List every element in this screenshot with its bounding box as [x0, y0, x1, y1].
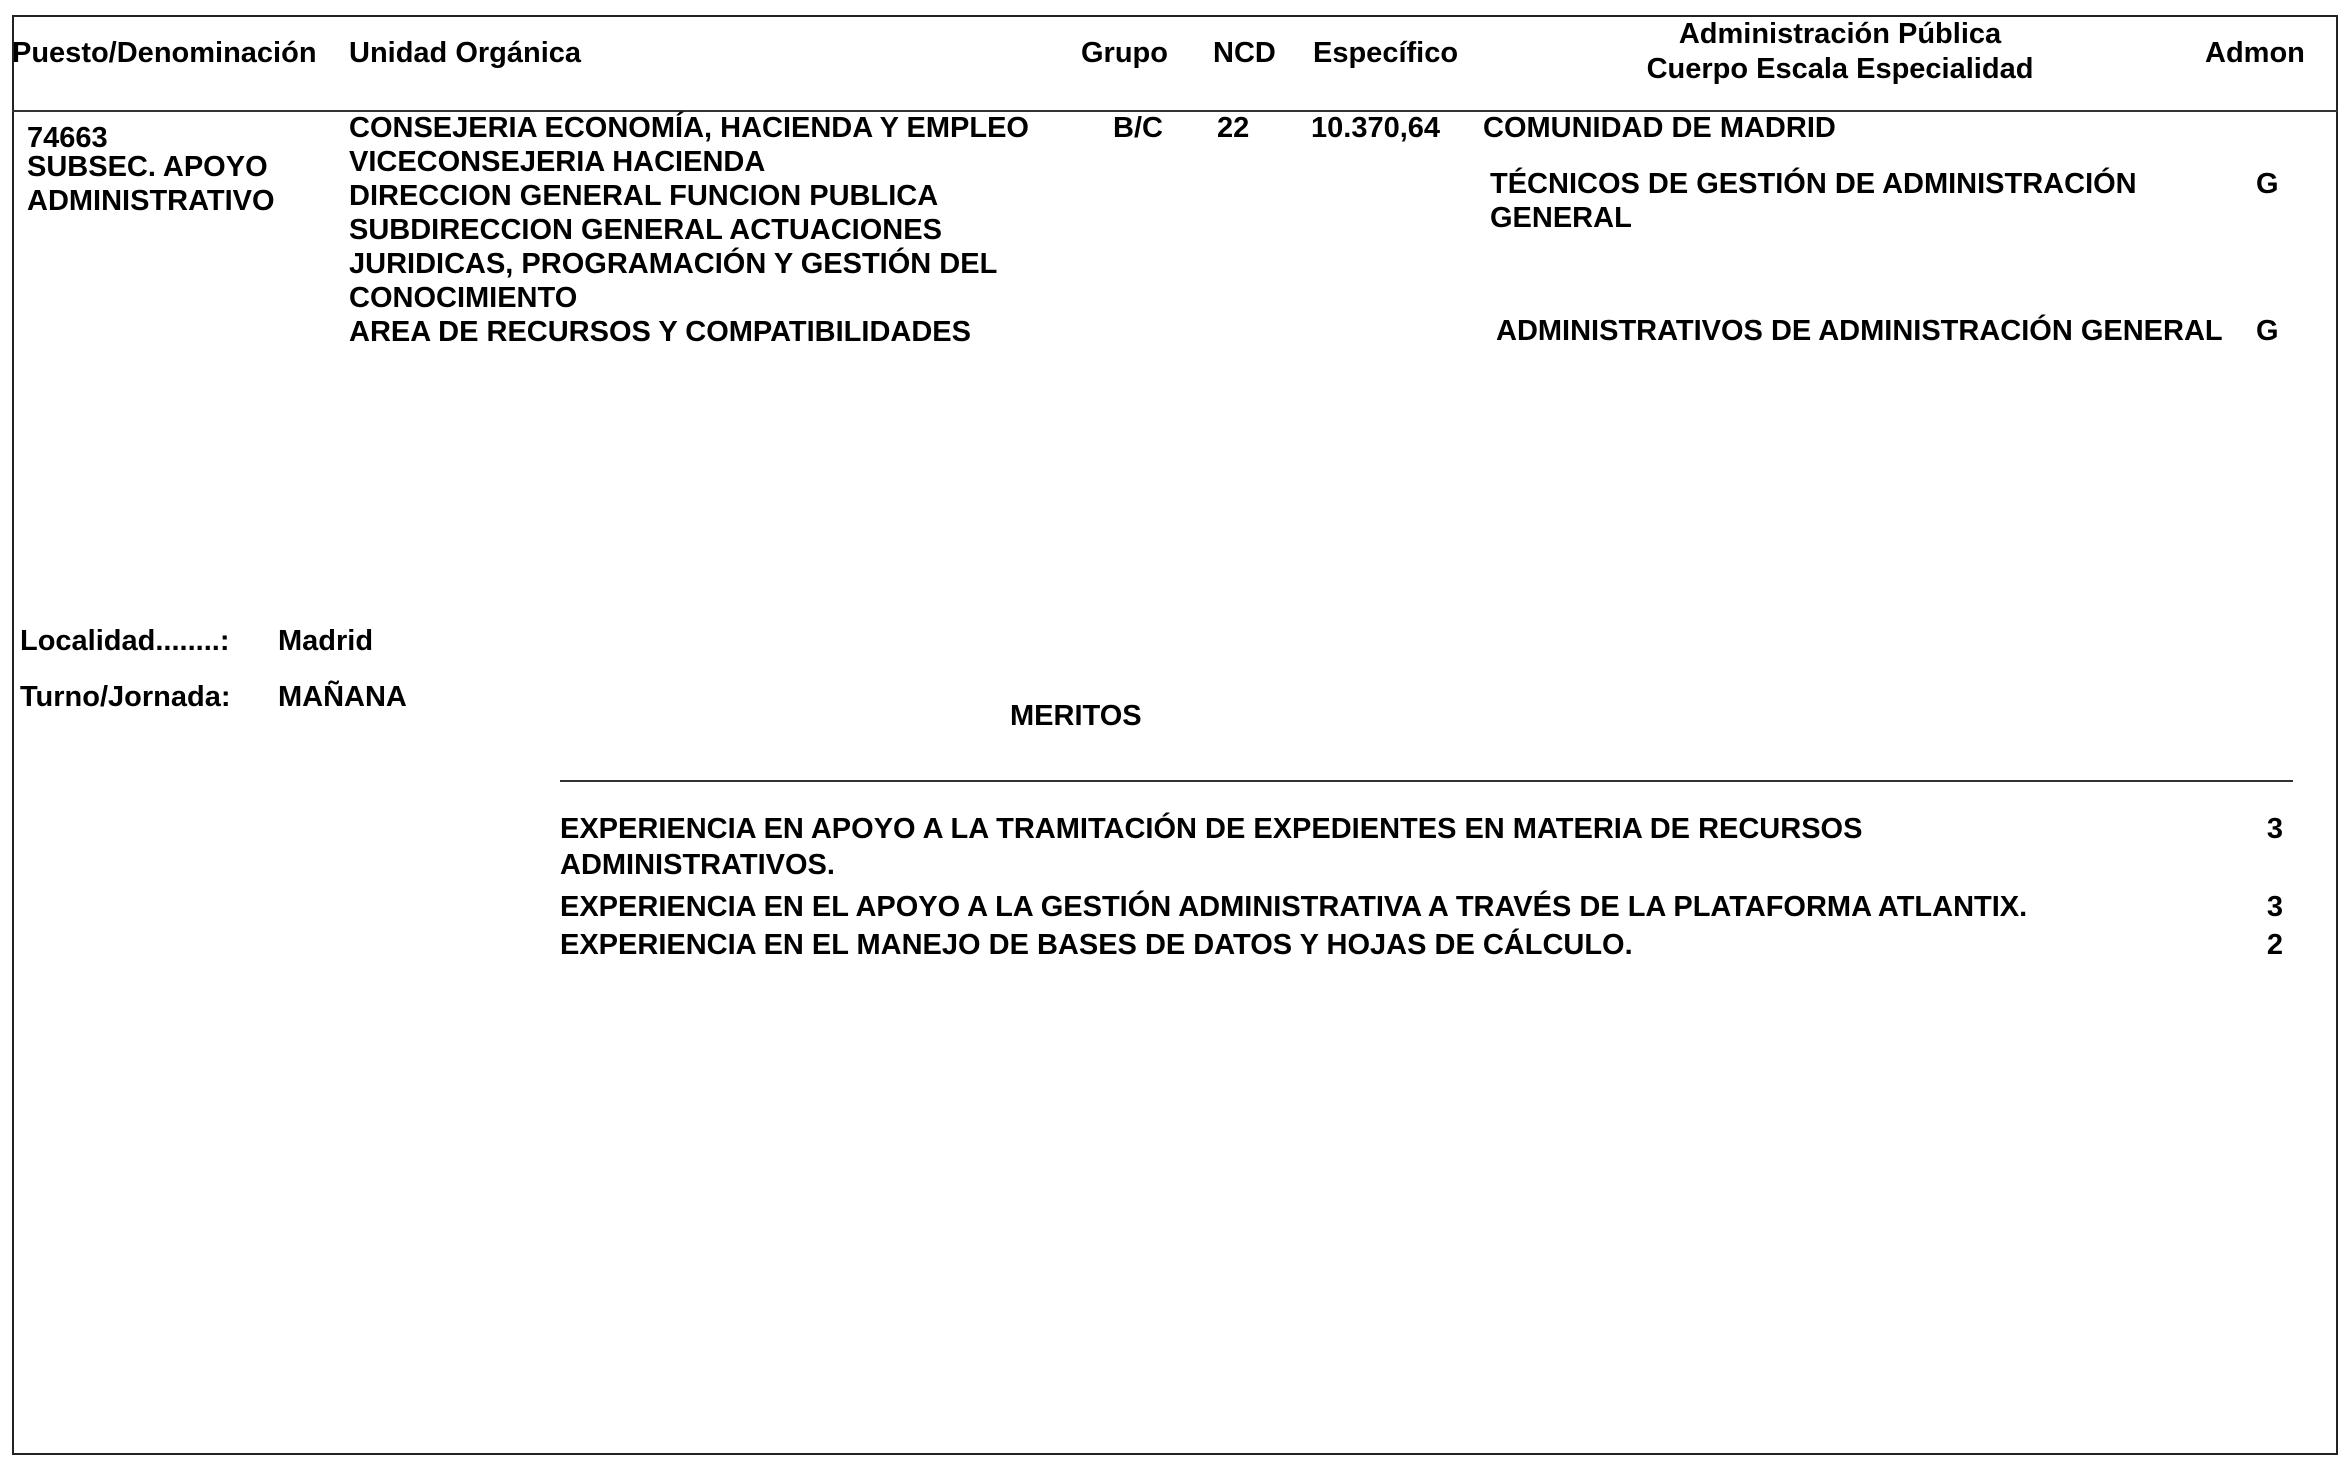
- row-grupo: B/C: [1113, 112, 1163, 144]
- cuerpo-admon: G: [2256, 168, 2279, 200]
- localidad-value: Madrid: [278, 625, 374, 657]
- localidad-label: Localidad........:: [20, 625, 230, 657]
- merito-item-points: 2: [2266, 929, 2283, 961]
- turno-label: Turno/Jornada:: [20, 681, 231, 713]
- merito-item-line2: ADMINISTRATIVOS.: [560, 849, 835, 881]
- cuerpo-line1: TÉCNICOS DE GESTIÓN DE ADMINISTRACIÓN: [1490, 168, 2137, 200]
- meritos-divider: [560, 780, 2293, 782]
- unidad-line: JURIDICAS, PROGRAMACIÓN Y GESTIÓN DEL: [349, 248, 998, 280]
- puesto-denominacion-1: SUBSEC. APOYO: [27, 151, 268, 183]
- merito-item-line1: EXPERIENCIA EN APOYO A LA TRAMITACIÓN DE EXPEDIENTES EN MATERIA DE RECURSOS: [560, 813, 1863, 845]
- meritos-title: MERITOS: [1010, 700, 1142, 732]
- unidad-line: AREA DE RECURSOS Y COMPATIBILIDADES: [349, 316, 971, 348]
- header-grupo: Grupo: [1081, 37, 1168, 69]
- merito-item-line1: EXPERIENCIA EN EL APOYO A LA GESTIÓN ADMINISTRATIVA A TRAVÉS DE LA PLATAFORMA ATLANTIX.: [560, 891, 2028, 923]
- puesto-codigo: 74663: [27, 122, 108, 154]
- header-puesto: Puesto/Denominación: [12, 37, 317, 69]
- unidad-line: CONOCIMIENTO: [349, 282, 578, 314]
- header-ncd: NCD: [1213, 37, 1276, 69]
- unidad-line: SUBDIRECCION GENERAL ACTUACIONES: [349, 214, 942, 246]
- merito-item-points: 3: [2266, 813, 2283, 845]
- header-especifico: Específico: [1313, 37, 1459, 69]
- cuerpo-admon: G: [2256, 315, 2279, 347]
- puesto-denominacion-2: ADMINISTRATIVO: [27, 185, 275, 217]
- unidad-line: DIRECCION GENERAL FUNCION PUBLICA: [349, 180, 939, 212]
- turno-value: MAÑANA: [278, 681, 407, 713]
- row-especifico: 10.370,64: [1311, 112, 1441, 144]
- merito-item-points: 3: [2266, 891, 2283, 923]
- row-administracion: COMUNIDAD DE MADRID: [1483, 112, 1836, 144]
- header-admin-publica: Administración Pública: [1678, 18, 2002, 50]
- row-ncd: 22: [1217, 112, 1250, 144]
- unidad-line: CONSEJERIA ECONOMÍA, HACIENDA Y EMPLEO: [349, 112, 1029, 144]
- header-cuerpo-escala: Cuerpo Escala Especialidad: [1646, 53, 2034, 85]
- cuerpo-line1: ADMINISTRATIVOS DE ADMINISTRACIÓN GENERAL: [1496, 315, 2223, 347]
- header-admon: Admon: [2205, 37, 2305, 69]
- unidad-line: VICECONSEJERIA HACIENDA: [349, 146, 766, 178]
- merito-item-line1: EXPERIENCIA EN EL MANEJO DE BASES DE DATOS Y HOJAS DE CÁLCULO.: [560, 929, 1633, 961]
- header-unidad: Unidad Orgánica: [349, 37, 582, 69]
- cuerpo-line2: GENERAL: [1490, 202, 1632, 234]
